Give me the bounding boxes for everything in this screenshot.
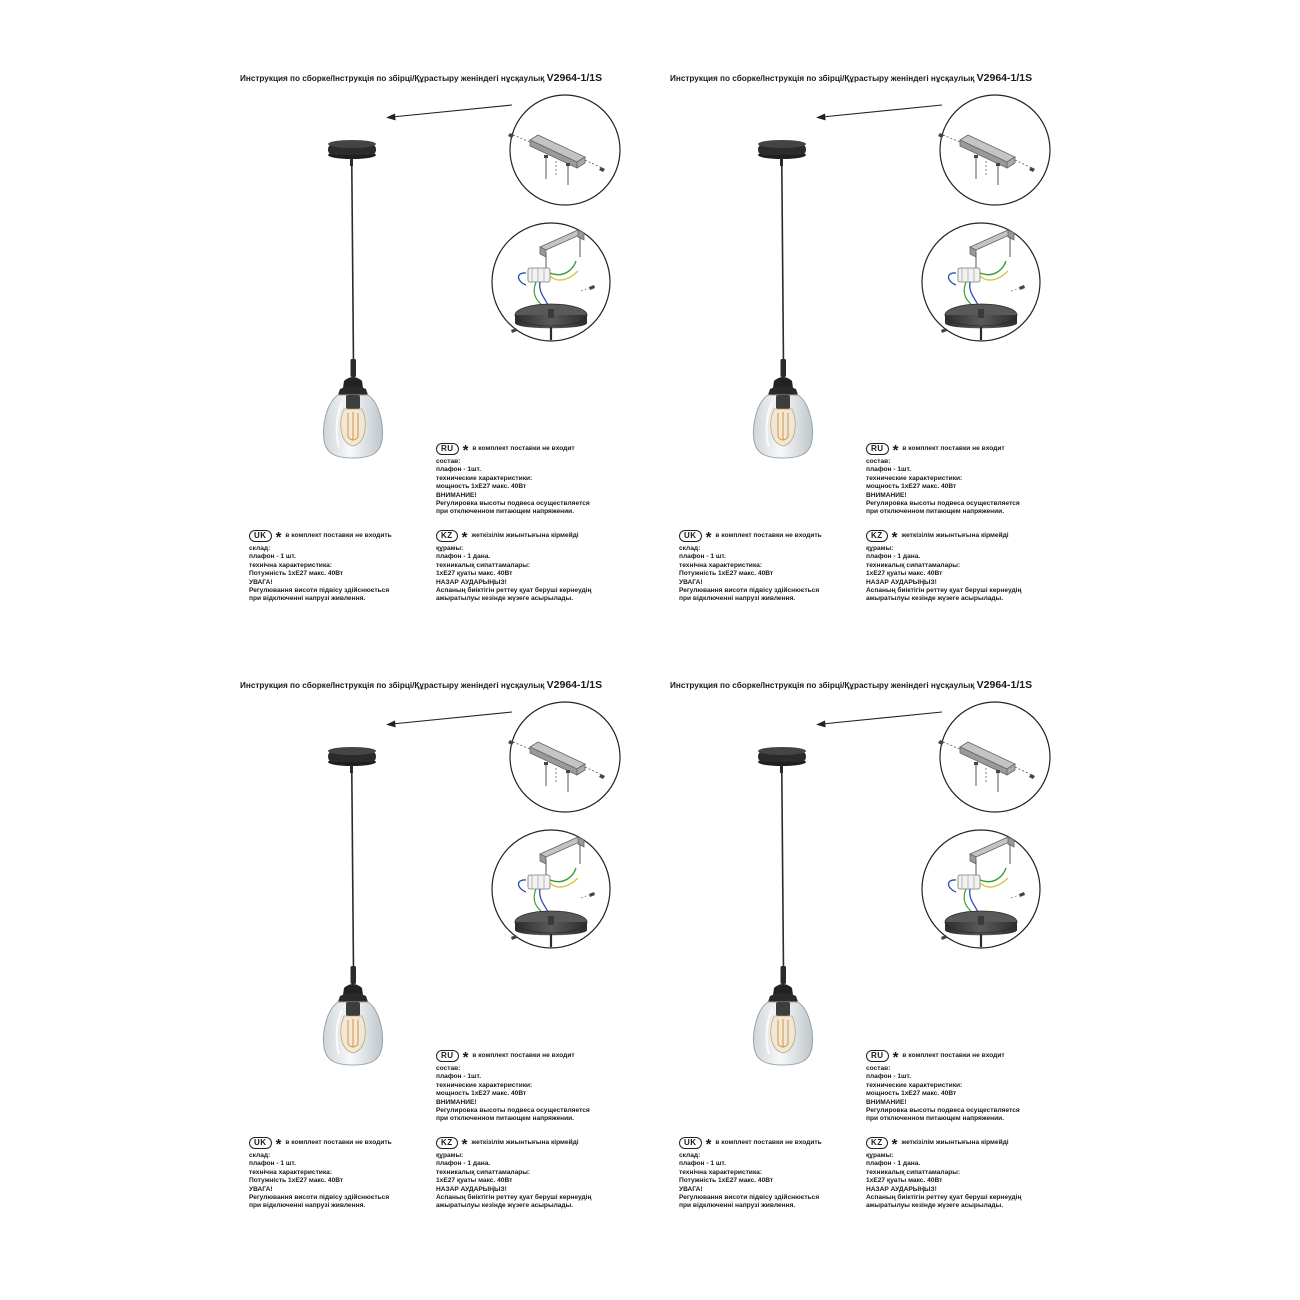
mounting-bracket-detail-icon <box>938 702 1050 812</box>
mounting-bracket-detail-icon <box>938 95 1050 205</box>
asterisk-icon: * <box>892 442 899 459</box>
kz-line: құрамы: <box>436 545 464 552</box>
pointer-arrow-icon <box>386 105 512 120</box>
kz-line: Аспаның биіктігін реттеу қуат беруші кернеудің <box>866 587 1022 595</box>
canopy-wiring-detail-icon <box>492 830 610 948</box>
ru-line: технические характеристики: <box>866 1081 963 1089</box>
uk-line: УВАГА! <box>679 1185 703 1193</box>
kz-spec-block <box>436 1136 591 1211</box>
uk-line: плафон - 1 шт. <box>679 1160 726 1168</box>
ru-language-badge: RU <box>436 443 459 455</box>
ru-line: при отключенном питающем напряжении. <box>866 508 1005 516</box>
ru-not-included-note: в комплект поставки не входит <box>472 1051 575 1059</box>
kz-line: ажыратылуы кезінде жүзеге асырылады. <box>866 595 1004 603</box>
kz-line: Аспаның биіктігін реттеу қуат беруші кернеудің <box>436 1194 592 1202</box>
kz-line: 1xE27 қуаты макс. 40Вт <box>866 570 943 578</box>
uk-line: Регулювання висоти підвісу здійснюється <box>679 587 820 595</box>
kz-line: НАЗАР АУДАРЫҢЫЗ! <box>866 1185 937 1193</box>
uk-language-badge: UK <box>249 530 272 542</box>
ru-line: плафон - 1шт. <box>866 1073 912 1081</box>
uk-line: при відключенні напрузі живлення. <box>679 1202 796 1210</box>
uk-not-included-note: в комплект поставки не входить <box>285 531 392 539</box>
ru-line: состав: <box>866 1065 891 1072</box>
ru-line: плафон - 1шт. <box>436 1073 482 1081</box>
uk-not-included-note: в комплект поставки не входить <box>285 1138 392 1146</box>
ru-language-badge: RU <box>866 443 889 455</box>
ru-line: ВНИМАНИЕ! <box>866 491 907 499</box>
kz-line: плафон - 1 дана. <box>866 553 921 561</box>
kz-line: ажыратылуы кезінде жүзеге асырылады. <box>866 1202 1004 1210</box>
ru-line: ВНИМАНИЕ! <box>436 491 477 499</box>
asterisk-icon: * <box>705 1136 712 1153</box>
uk-line: Потужність 1xE27 макс. 40Вт <box>679 1177 774 1185</box>
uk-language-badge: UK <box>679 530 702 542</box>
kz-line: техникалық сипаттамалары: <box>866 561 961 569</box>
title-prefix: Инструкция по сборке/Інструкція по збірці/Құрастыру женіндегі нұсқаулық <box>240 681 545 690</box>
asterisk-icon: * <box>275 1136 282 1153</box>
pointer-arrow-icon <box>816 712 942 727</box>
ru-spec-block <box>866 1049 1020 1124</box>
kz-line: 1xE27 қуаты макс. 40Вт <box>436 1177 513 1185</box>
kz-line: Аспаның биіктігін реттеу қуат беруші кернеудің <box>436 587 592 595</box>
ru-line: Регулировка высоты подвеса осуществляется <box>436 1107 590 1115</box>
instruction-sheet <box>240 654 670 1234</box>
ru-language-badge: RU <box>866 1050 889 1062</box>
uk-line: технічна характеристика: <box>679 1168 763 1176</box>
ru-language-badge: RU <box>436 1050 459 1062</box>
kz-not-included-note: жеткізілім жиынтығына кірмейді <box>901 1138 1009 1146</box>
kz-line: НАЗАР АУДАРЫҢЫЗ! <box>866 578 937 586</box>
uk-line: технічна характеристика: <box>249 1168 333 1176</box>
kz-language-badge: KZ <box>866 1137 888 1149</box>
asterisk-icon: * <box>461 1136 468 1153</box>
kz-line: ажыратылуы кезінде жүзеге асырылады. <box>436 595 574 603</box>
kz-spec-block <box>866 1136 1021 1211</box>
pointer-arrow-icon <box>816 105 942 120</box>
kz-line: құрамы: <box>866 545 894 552</box>
uk-line: плафон - 1 шт. <box>249 553 296 561</box>
asterisk-icon: * <box>705 529 712 546</box>
ru-line: технические характеристики: <box>866 474 963 482</box>
model-number: V2964-1/1S <box>546 679 603 691</box>
uk-line: технічна характеристика: <box>249 561 333 569</box>
kz-line: техникалық сипаттамалары: <box>436 561 531 569</box>
kz-line: плафон - 1 дана. <box>436 1160 491 1168</box>
canopy-wiring-detail-icon <box>492 223 610 341</box>
uk-spec-block <box>249 529 392 604</box>
pendant-lamp-icon <box>754 140 813 458</box>
ru-line: ВНИМАНИЕ! <box>866 1098 907 1106</box>
uk-line: Регулювання висоти підвісу здійснюється <box>249 587 390 595</box>
kz-line: плафон - 1 дана. <box>436 553 491 561</box>
uk-line: Регулювання висоти підвісу здійснюється <box>679 1194 820 1202</box>
instruction-sheet <box>670 654 1100 1234</box>
kz-line: 1xE27 қуаты макс. 40Вт <box>866 1177 943 1185</box>
kz-line: 1xE27 қуаты макс. 40Вт <box>436 570 513 578</box>
uk-language-badge: UK <box>679 1137 702 1149</box>
ru-line: технические характеристики: <box>436 474 533 482</box>
kz-not-included-note: жеткізілім жиынтығына кірмейді <box>901 531 1009 539</box>
uk-line: Потужність 1xE27 макс. 40Вт <box>679 570 774 578</box>
kz-line: плафон - 1 дана. <box>866 1160 921 1168</box>
asterisk-icon: * <box>461 529 468 546</box>
uk-line: плафон - 1 шт. <box>679 553 726 561</box>
ru-not-included-note: в комплект поставки не входит <box>472 444 575 452</box>
kz-line: Аспаның биіктігін реттеу қуат беруші кернеудің <box>866 1194 1022 1202</box>
title-prefix: Инструкция по сборке/Інструкція по збірці/Құрастыру женіндегі нұсқаулық <box>240 74 545 83</box>
instruction-sheet <box>240 47 670 627</box>
kz-language-badge: KZ <box>436 1137 458 1149</box>
uk-line: Регулювання висоти підвісу здійснюється <box>249 1194 390 1202</box>
kz-line: ажыратылуы кезінде жүзеге асырылады. <box>436 1202 574 1210</box>
pointer-arrow-icon <box>386 712 512 727</box>
ru-spec-block <box>436 1049 590 1124</box>
uk-line: при відключенні напрузі живлення. <box>249 1202 366 1210</box>
uk-line: при відключенні напрузі живлення. <box>679 595 796 603</box>
ru-line: плафон - 1шт. <box>436 466 482 474</box>
kz-spec-block <box>866 529 1021 604</box>
kz-line: техникалық сипаттамалары: <box>436 1168 531 1176</box>
uk-line: Потужність 1xE27 макс. 40Вт <box>249 570 344 578</box>
ru-line: мощность 1xE27 макс. 40Вт <box>866 1090 957 1098</box>
ru-line: плафон - 1шт. <box>866 466 912 474</box>
ru-line: Регулировка высоты подвеса осуществляется <box>436 500 590 508</box>
ru-line: при отключенном питающем напряжении. <box>866 1115 1005 1123</box>
uk-line: при відключенні напрузі живлення. <box>249 595 366 603</box>
uk-line: технічна характеристика: <box>679 561 763 569</box>
kz-line: НАЗАР АУДАРЫҢЫЗ! <box>436 578 507 586</box>
model-number: V2964-1/1S <box>546 72 603 84</box>
kz-spec-block <box>436 529 591 604</box>
ru-line: мощность 1xE27 макс. 40Вт <box>436 1090 527 1098</box>
title-prefix: Инструкция по сборке/Інструкція по збірці/Құрастыру женіндегі нұсқаулық <box>670 681 975 690</box>
pendant-lamp-icon <box>324 140 383 458</box>
instruction-sheet <box>670 47 1100 627</box>
ru-not-included-note: в комплект поставки не входит <box>902 444 1005 452</box>
ru-line: мощность 1xE27 макс. 40Вт <box>436 483 527 491</box>
pendant-lamp-icon <box>324 747 383 1065</box>
uk-line: склад: <box>249 1152 271 1159</box>
uk-not-included-note: в комплект поставки не входить <box>715 1138 822 1146</box>
model-number: V2964-1/1S <box>976 72 1033 84</box>
mounting-bracket-detail-icon <box>508 702 620 812</box>
asterisk-icon: * <box>462 442 469 459</box>
ru-not-included-note: в комплект поставки не входит <box>902 1051 1005 1059</box>
ru-spec-block <box>436 442 590 517</box>
title-prefix: Инструкция по сборке/Інструкція по збірці/Құрастыру женіндегі нұсқаулық <box>670 74 975 83</box>
asterisk-icon: * <box>891 1136 898 1153</box>
model-number: V2964-1/1S <box>976 679 1033 691</box>
asterisk-icon: * <box>462 1049 469 1066</box>
kz-language-badge: KZ <box>866 530 888 542</box>
uk-line: склад: <box>249 545 271 552</box>
ru-line: при отключенном питающем напряжении. <box>436 508 575 516</box>
ru-line: состав: <box>436 458 461 465</box>
pendant-lamp-icon <box>754 747 813 1065</box>
kz-language-badge: KZ <box>436 530 458 542</box>
uk-spec-block <box>679 1136 822 1211</box>
ru-line: состав: <box>436 1065 461 1072</box>
asterisk-icon: * <box>891 529 898 546</box>
kz-line: техникалық сипаттамалары: <box>866 1168 961 1176</box>
kz-not-included-note: жеткізілім жиынтығына кірмейді <box>471 1138 579 1146</box>
uk-language-badge: UK <box>249 1137 272 1149</box>
uk-spec-block <box>249 1136 392 1211</box>
ru-line: при отключенном питающем напряжении. <box>436 1115 575 1123</box>
canopy-wiring-detail-icon <box>922 223 1040 341</box>
uk-line: УВАГА! <box>249 578 273 586</box>
uk-line: склад: <box>679 545 701 552</box>
ru-line: ВНИМАНИЕ! <box>436 1098 477 1106</box>
uk-line: УВАГА! <box>249 1185 273 1193</box>
ru-line: мощность 1xE27 макс. 40Вт <box>866 483 957 491</box>
uk-line: Потужність 1xE27 макс. 40Вт <box>249 1177 344 1185</box>
canopy-wiring-detail-icon <box>922 830 1040 948</box>
asterisk-icon: * <box>275 529 282 546</box>
kz-line: НАЗАР АУДАРЫҢЫЗ! <box>436 1185 507 1193</box>
asterisk-icon: * <box>892 1049 899 1066</box>
ru-line: Регулировка высоты подвеса осуществляется <box>866 500 1020 508</box>
mounting-bracket-detail-icon <box>508 95 620 205</box>
uk-line: УВАГА! <box>679 578 703 586</box>
uk-line: склад: <box>679 1152 701 1159</box>
uk-not-included-note: в комплект поставки не входить <box>715 531 822 539</box>
kz-not-included-note: жеткізілім жиынтығына кірмейді <box>471 531 579 539</box>
uk-line: плафон - 1 шт. <box>249 1160 296 1168</box>
ru-line: Регулировка высоты подвеса осуществляется <box>866 1107 1020 1115</box>
kz-line: құрамы: <box>866 1152 894 1159</box>
uk-spec-block <box>679 529 822 604</box>
kz-line: құрамы: <box>436 1152 464 1159</box>
ru-line: состав: <box>866 458 891 465</box>
ru-line: технические характеристики: <box>436 1081 533 1089</box>
ru-spec-block <box>866 442 1020 517</box>
